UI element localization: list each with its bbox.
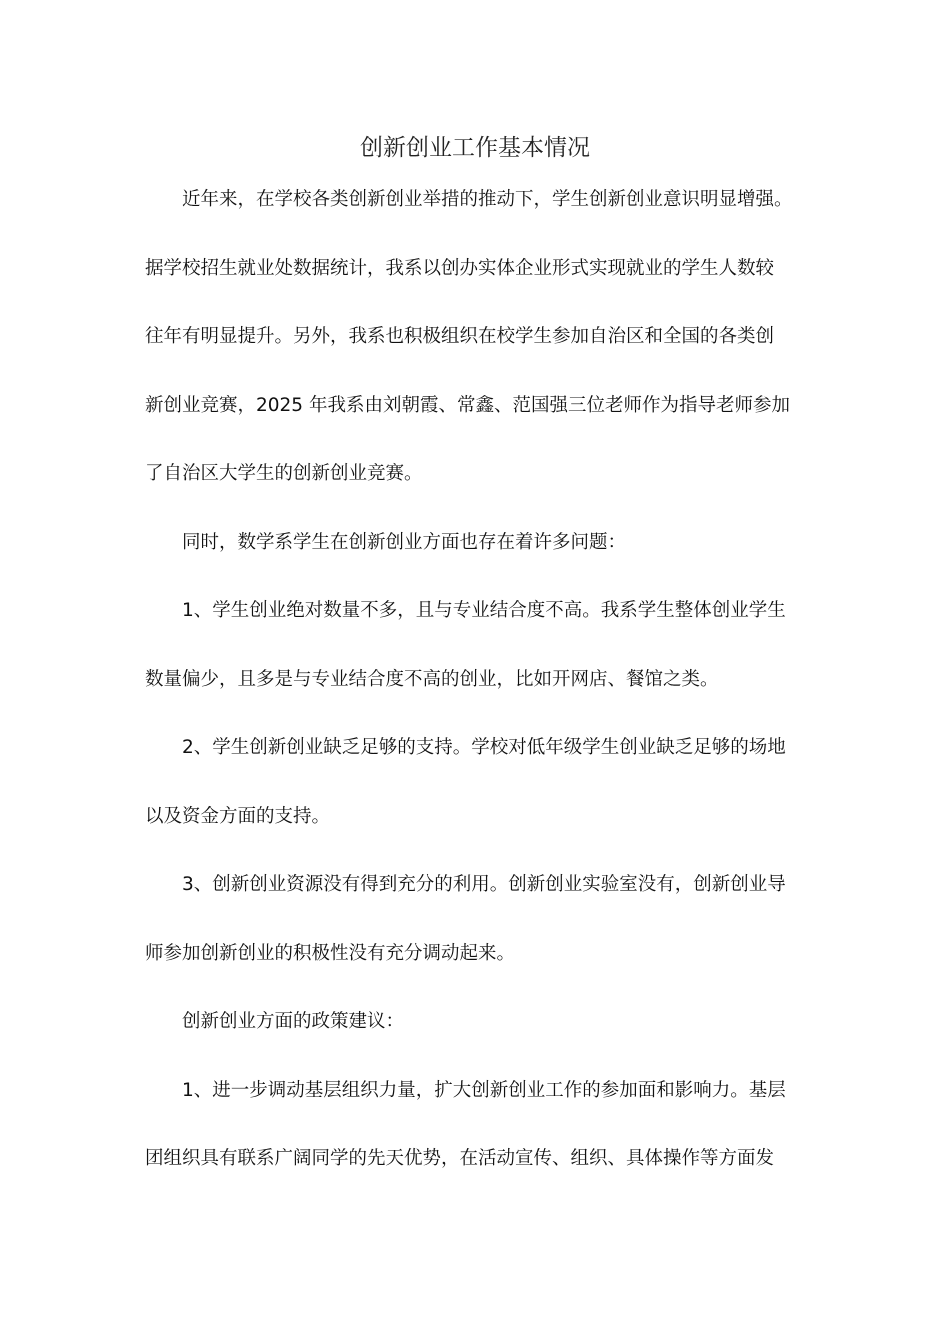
text-line: 以及资金方面的支持。 bbox=[145, 805, 331, 827]
text-line: 2、学生创新创业缺乏足够的支持。学校对低年级学生创业缺乏足够的场地 bbox=[182, 737, 786, 758]
text-line: 同时，数学系学生在创新创业方面也存在着许多问题： bbox=[182, 531, 627, 553]
text-line: 了自治区大学生的创新创业竞赛。 bbox=[145, 463, 423, 484]
text-line: 1、进一步调动基层组织力量，扩大创新创业工作的参加面和影响力。基层 bbox=[182, 1079, 786, 1101]
text-line: 往年有明显提升。另外，我系也积极组织在校学生参加自治区和全国的各类创 bbox=[145, 326, 775, 347]
text-line: 创新创业方面的政策建议： bbox=[182, 1011, 405, 1032]
text-line: 3、创新创业资源没有得到充分的利用。创新创业实验室没有，创新创业导 bbox=[182, 874, 786, 895]
text-line: 团组织具有联系广阔同学的先天优势，在活动宣传、组织、具体操作等方面发 bbox=[145, 1148, 775, 1169]
text-line: 新创业竞赛，2025 年我系由刘朝霞、常鑫、范国强三位老师作为指导老师参加 bbox=[145, 394, 790, 416]
text-line: 近年来，在学校各类创新创业举措的推动下，学生创新创业意识明显增强。 bbox=[182, 189, 793, 210]
text-line: 数量偏少，且多是与专业结合度不高的创业，比如开网店、餐馆之类。 bbox=[145, 668, 719, 690]
document-title: 创新创业工作基本情况 bbox=[360, 135, 590, 161]
text-line: 1、学生创业绝对数量不多，且与专业结合度不高。我系学生整体创业学生 bbox=[182, 600, 786, 621]
document-body bbox=[145, 182, 807, 1210]
text-line: 据学校招生就业处数据统计，我系以创办实体企业形式实现就业的学生人数较 bbox=[145, 257, 775, 279]
text-line: 师参加创新创业的积极性没有充分调动起来。 bbox=[145, 942, 516, 964]
